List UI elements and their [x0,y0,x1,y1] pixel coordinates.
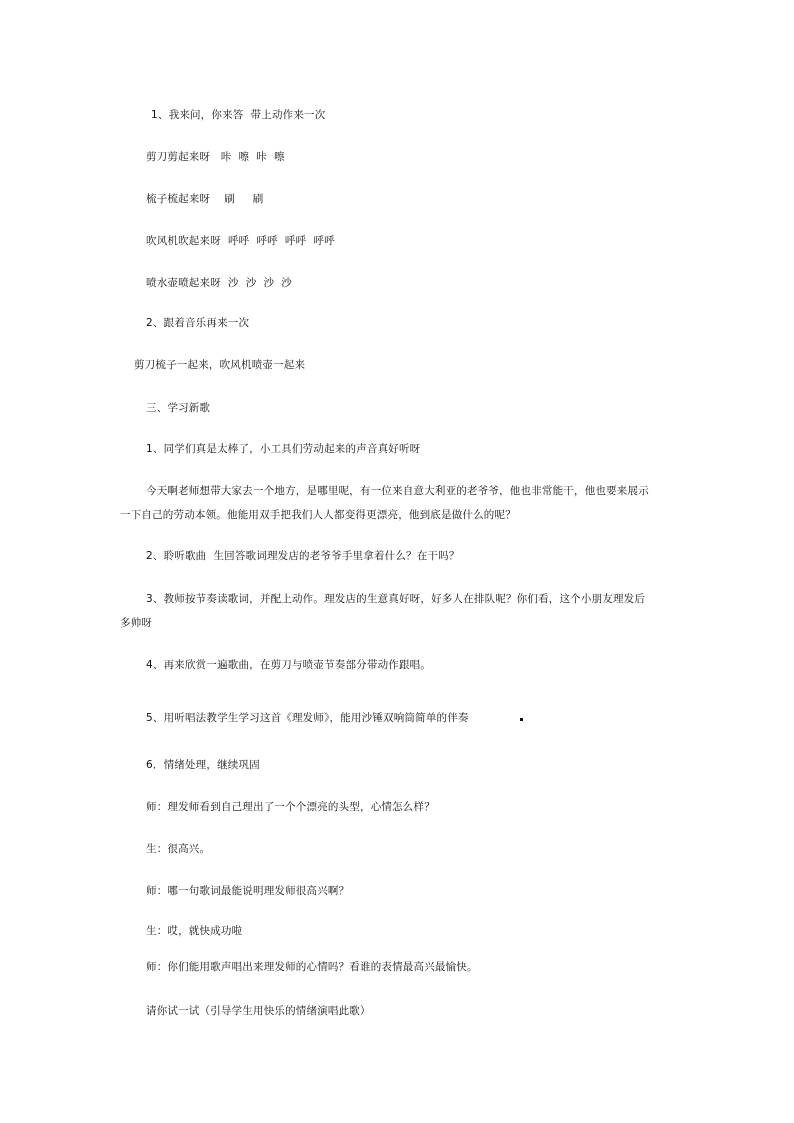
text-line-16: 5、用听唱法教学生学习这首《理发师》，能用沙锤双响筒简单的伴奏 [146,712,469,724]
text-line-18: 师：理发师看到自己理出了一个个漂亮的头型，心情怎么样？ [146,801,435,813]
text-line-11: 一下自己的劳动本领。他能用双手把我们人人都变得更漂亮，他到底是做什么的呢？ [120,509,516,521]
text-line-22: 师：你们能用歌声唱出来理发师的心情吗？看谁的表情最高兴最愉快。 [146,961,478,973]
text-line-5: 喷水壶喷起来呀 沙 沙 沙 沙 [146,277,293,289]
text-line-3: 梳子梳起来呀 刷 刷 [146,193,264,205]
text-line-23: 请你试一试（引导学生用快乐的情绪演唱此歌） [146,1005,371,1017]
text-line-17: 6．情绪处理，继续巩固 [146,759,260,771]
text-line-4: 吹风机吹起来呀 呼呼 呼呼 呼呼 呼呼 [146,235,335,247]
text-line-7: 剪刀梳子一起来，吹风机喷壶一起来 [134,359,306,371]
text-line-20: 师：哪一句歌词最能说明理发师很高兴啊？ [146,885,350,897]
text-line-19: 生：很高兴。 [146,843,211,855]
text-line-9: 1、同学们真是太棒了，小工具们劳动起来的声音真好听呀 [146,443,421,455]
text-line-15: 4、再来欣赏一遍歌曲，在剪刀与喷壶节奏部分带动作跟唱。 [146,659,432,671]
text-line-6: 2、跟着音乐再来一次 [146,317,250,329]
text-line-10: 今天啊老师想带大家去一个地方，是哪里呢，有一位来自意大利亚的老爷爷，他也非常能干，他也要来展示 [146,485,649,497]
text-line-2: 剪刀剪起来呀 咔 嚓 咔 嚓 [146,151,285,163]
section-heading: 三、学习新歌 [146,402,211,414]
text-line-13: 3、教师按节奏读歌词，并配上动作。理发店的生意真好呀，好多人在排队呢？你们看，这个小朋友理发后 [146,593,646,605]
text-line-21: 生：哎，就快成功啦 [146,925,243,937]
text-line-12: 2、聆听歌曲 生回答歌词理发店的老爷爷手里拿着什么？在干吗？ [146,550,460,562]
text-line-1: 1、我来问，你来答 带上动作来一次 [151,109,326,121]
text-line-14: 多帅呀 [120,617,153,629]
trailing-dot [520,718,523,721]
